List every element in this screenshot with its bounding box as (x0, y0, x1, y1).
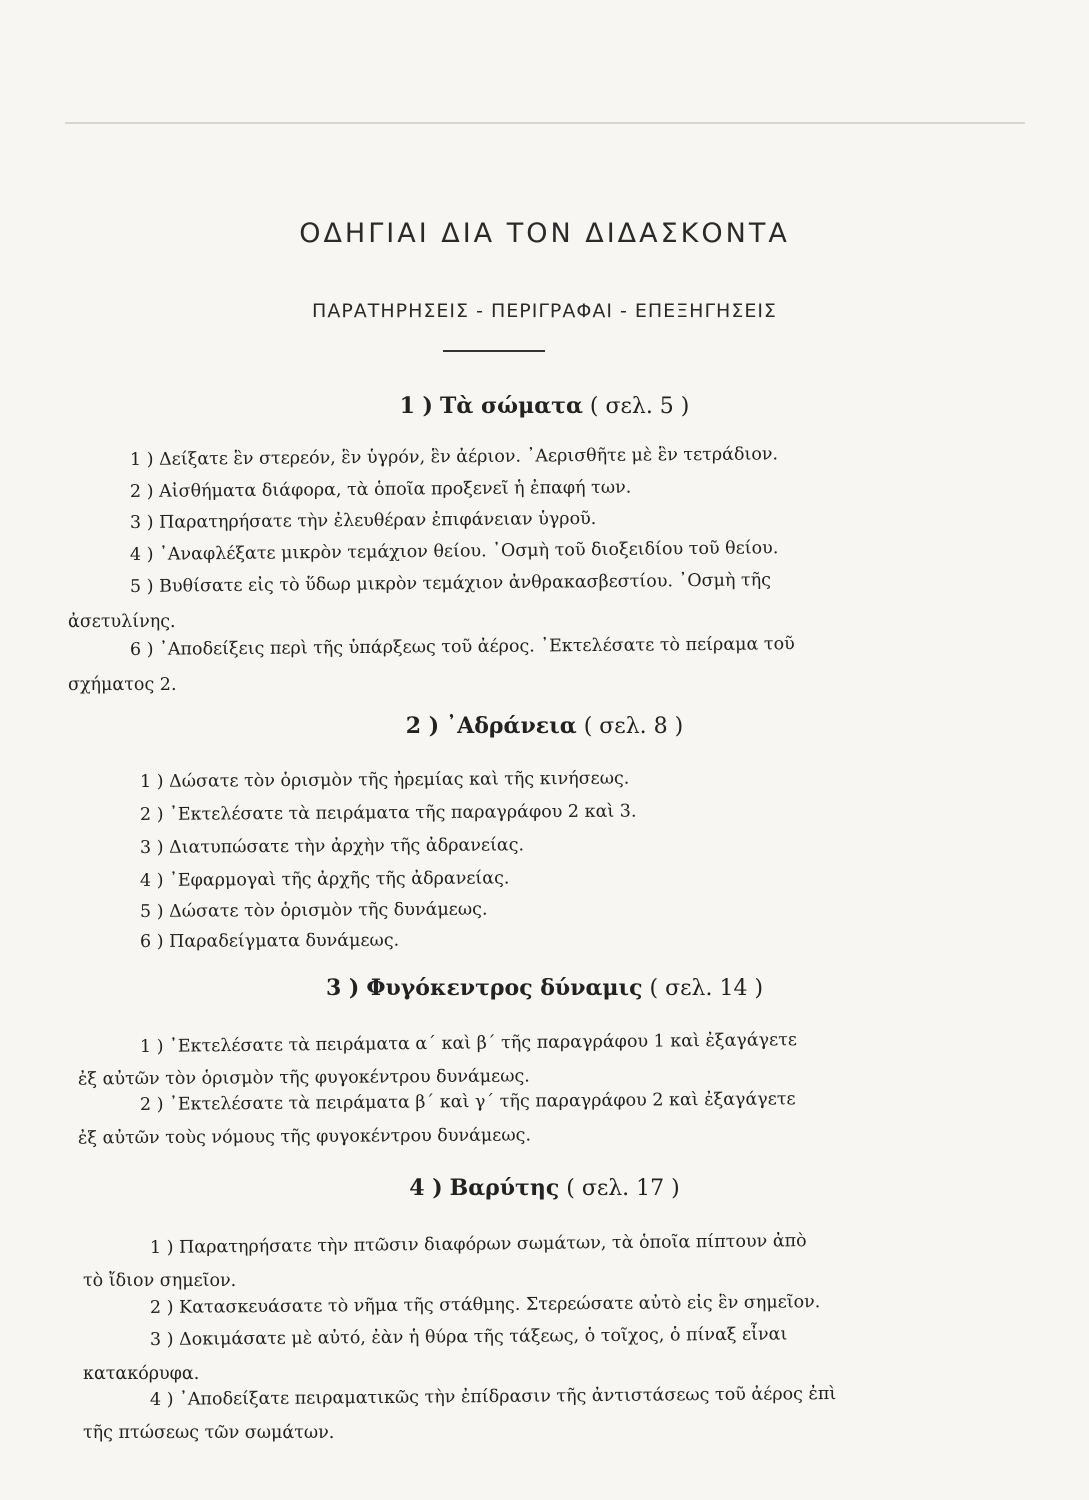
section-title: Βαρύτης (449, 1175, 560, 1201)
item-number: 3 ) (139, 837, 164, 858)
list-item (150, 1292, 820, 1318)
item-number: 3 ) (129, 512, 154, 533)
item-text: Παρατηρήσατε τὴν ἐλευθέραν ἐπιφάνειαν ὑγροῦ. (159, 508, 597, 533)
item-number: 6 ) (139, 931, 164, 952)
item-continuation: ἐξ αὐτῶν τοὺς νόμους τῆς φυγοκέντρου δυνάμεως. (77, 1125, 532, 1149)
item-number: 1 ) (149, 1237, 174, 1258)
item-continuation: σχήματος 2. (68, 675, 177, 695)
list-item (140, 868, 510, 891)
item-continuation: κατακόρυφα. (83, 1364, 200, 1384)
item-number: 2 ) (129, 481, 154, 502)
section-title: Τὰ σώματα (439, 393, 583, 419)
item-continuation: τῆς πτώσεως τῶν σωμάτων. (83, 1423, 335, 1443)
list-item (130, 634, 795, 660)
item-number: 2 ) (149, 1297, 174, 1318)
item-text: Δώσατε τὸν ὁρισμὸν τῆς δυνάμεως. (169, 899, 488, 922)
item-number: 5 ) (139, 901, 164, 922)
item-number: 1 ) (129, 449, 154, 470)
item-number: 2 ) (139, 804, 164, 825)
item-number: 4 ) (149, 1389, 174, 1410)
item-number: 6 ) (129, 639, 154, 660)
list-item (130, 509, 596, 533)
section-page-ref: ( σελ. 17 ) (566, 1176, 680, 1201)
list-item (140, 802, 637, 825)
item-text: ᾿Εκτελέσατε τὰ πειράματα τῆς παραγράφου 2 καὶ 3. (169, 801, 637, 825)
header-rule (65, 122, 1025, 124)
section-title: Φυγόκεντρος δύναμις (366, 975, 643, 1001)
section-heading (0, 1175, 1089, 1201)
section-page-ref: ( σελ. 14 ) (649, 976, 764, 1001)
list-item (140, 835, 524, 858)
item-text: Δοκιμάσατε μὲ αὐτό, ἐὰν ἡ θύρα τῆς τάξεως, ὁ τοῖχος, ὁ πίναξ εἶναι (179, 1324, 788, 1350)
section-number: 2 ) (405, 713, 440, 739)
item-text: ᾿Εφαρμογαὶ τῆς ἀρχῆς τῆς ἀδρανείας. (169, 868, 510, 891)
section-page-ref: ( σελ. 5 ) (589, 394, 690, 419)
item-text: ᾿Αναφλέξατε μικρὸν τεμάχιον θείου. ᾿Οσμὴ τοῦ διοξειδίου τοῦ θείου. (159, 538, 779, 565)
list-item (130, 444, 778, 470)
item-text: Παραδείγματα δυνάμεως. (169, 930, 400, 952)
list-item (150, 1324, 787, 1350)
item-continuation: τὸ ἴδιον σημεῖον. (83, 1271, 237, 1291)
item-number: 4 ) (139, 870, 164, 891)
item-text: Δείξατε ἓν στερεόν, ἓν ὑγρόν, ἓν ἀέριον. ᾿Αερισθῆτε μὲ ἓν τετράδιον. (159, 444, 779, 470)
section-number: 1 ) (399, 393, 433, 419)
list-item (140, 931, 399, 952)
section-number: 3 ) (325, 975, 360, 1001)
item-number: 3 ) (149, 1329, 174, 1350)
section-title: ᾿Αδράνεια (446, 713, 577, 739)
title-divider (443, 350, 545, 352)
page-title: ΟΔΗΓΙΑΙ ΔΙΑ ΤΟΝ ΔΙΔΑΣΚΟΝΤΑ (299, 218, 790, 249)
item-text: ᾿Εκτελέσατε τὰ πειράματα β΄ καὶ γ΄ τῆς παραγράφου 2 καὶ ἐξαγάγετε (169, 1089, 796, 1115)
item-number: 1 ) (139, 1036, 164, 1057)
item-text: Διατυπώσατε τὴν ἀρχὴν τῆς ἀδρανείας. (169, 835, 525, 858)
item-text: ᾿Εκτελέσατε τὰ πειράματα α΄ καὶ β΄ τῆς παραγράφου 1 καὶ ἐξαγάγετε (169, 1030, 797, 1057)
item-number: 4 ) (129, 544, 154, 565)
item-continuation: ἐξ αὐτῶν τὸν ὁρισμὸν τῆς φυγοκέντρου δυνάμεως. (77, 1066, 530, 1090)
item-number: 2 ) (139, 1094, 164, 1115)
list-item (140, 1030, 797, 1057)
section-number: 4 ) (409, 1175, 443, 1201)
item-text: Δώσατε τὸν ὁρισμὸν τῆς ἠρεμίας καὶ τῆς κινήσεως. (169, 768, 630, 792)
item-continuation: ἀσετυλίνης. (68, 612, 176, 632)
section-heading (0, 975, 1089, 1001)
item-text: Αἰσθήματα διάφορα, τὰ ὁποῖα προξενεῖ ἡ ἐπαφή των. (159, 477, 632, 502)
item-text: Κατασκευάσατε τὸ νῆμα τῆς στάθμης. Στερεώσατε αὐτὸ εἰς ἓν σημεῖον. (179, 1292, 821, 1318)
section-heading (0, 393, 1089, 419)
item-text: ᾿Αποδείξατε πειραματικῶς τὴν ἐπίδρασιν τῆς ἀντιστάσεως τοῦ ἀέρος ἐπὶ (179, 1384, 837, 1410)
list-item (140, 769, 629, 792)
list-item (130, 538, 779, 565)
section-heading (0, 713, 1089, 739)
list-item (150, 1231, 807, 1258)
page-subtitle: ΠΑΡΑΤΗΡΗΣΕΙΣ - ΠΕΡΙΓΡΑΦΑΙ - ΕΠΕΞΗΓΗΣΕΙΣ (312, 300, 777, 322)
list-item (140, 900, 488, 922)
list-item (150, 1384, 836, 1410)
item-text: Παρατηρήσατε τὴν πτῶσιν διαφόρων σωμάτων, τὰ ὁποῖα πίπτουν ἀπὸ (179, 1231, 807, 1258)
item-text: Βυθίσατε εἰς τὸ ὕδωρ μικρὸν τεμάχιον ἀνθρακασβεστίου. ᾿Οσμὴ τῆς (159, 570, 772, 597)
list-item (140, 1089, 796, 1115)
list-item (130, 570, 771, 597)
section-page-ref: ( σελ. 8 ) (583, 714, 684, 739)
item-text: ᾿Αποδείξεις περὶ τῆς ὑπάρξεως τοῦ ἀέρος. ᾿Εκτελέσατε τὸ πείραμα τοῦ (159, 634, 795, 660)
item-number: 5 ) (129, 576, 154, 597)
item-number: 1 ) (139, 771, 164, 792)
list-item (130, 478, 631, 502)
